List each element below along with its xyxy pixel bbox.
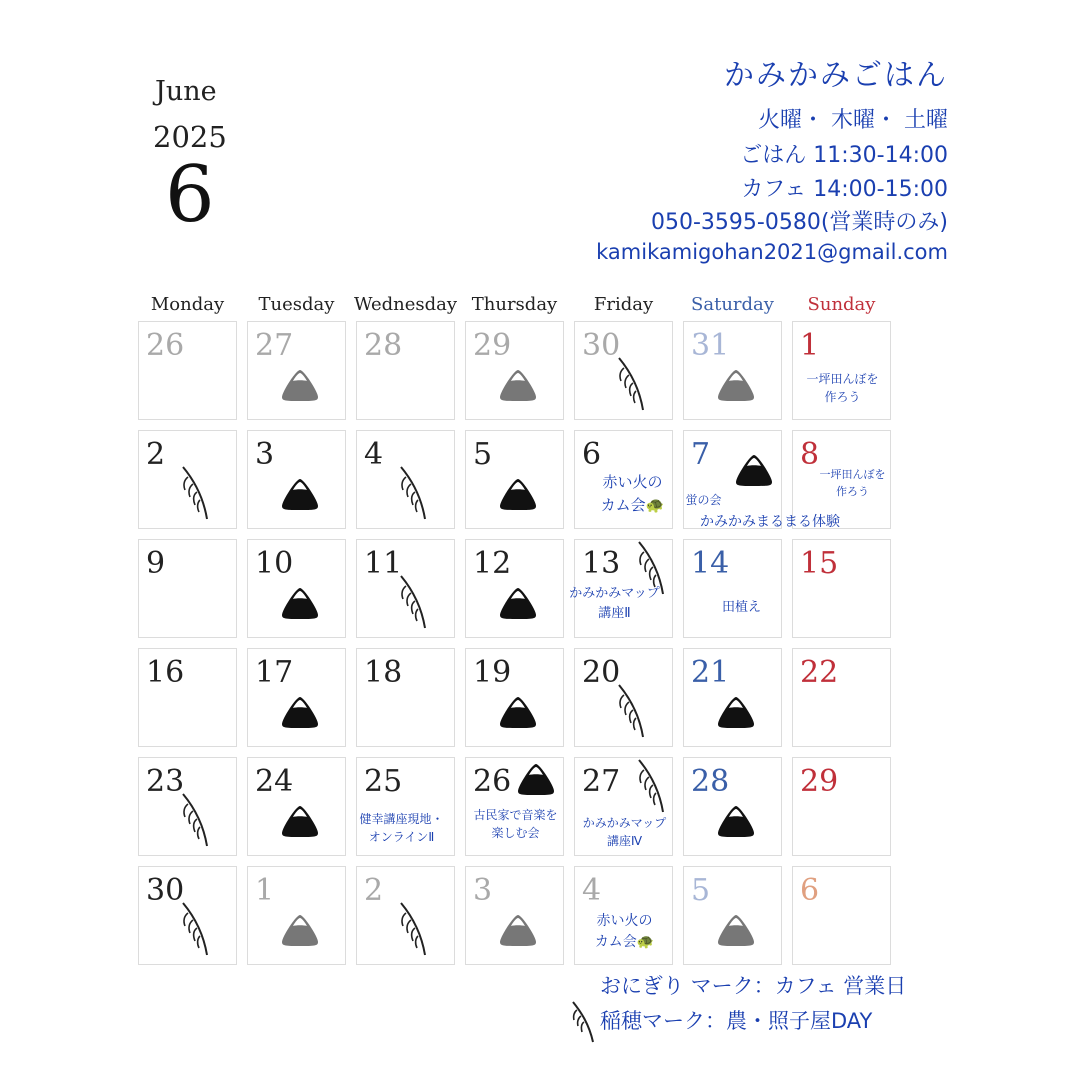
day-number: 15 xyxy=(800,546,839,581)
onigiri-icon xyxy=(716,913,756,951)
event-label: かみかみマップ 講座Ⅱ xyxy=(569,586,660,621)
calendar-day-cell xyxy=(138,757,237,856)
calendar-day-cell xyxy=(138,539,237,638)
day-number: 26 xyxy=(146,328,185,363)
day-number: 16 xyxy=(146,655,185,690)
day-number: 28 xyxy=(691,764,730,799)
onigiri-icon xyxy=(280,804,320,842)
rice-ear-icon xyxy=(567,1000,597,1048)
calendar-day-cell xyxy=(465,866,564,965)
event-label: 一坪田んぼを 作ろう xyxy=(819,468,886,498)
calendar-day-cell xyxy=(574,430,673,529)
weekday-header-friday: Friday xyxy=(593,294,654,315)
calendar-day-cell xyxy=(356,430,455,529)
day-number: 30 xyxy=(582,328,621,363)
day-number: 10 xyxy=(255,546,294,581)
onigiri-icon xyxy=(716,695,756,733)
calendar-day-cell xyxy=(247,539,346,638)
day-number: 27 xyxy=(582,764,621,799)
onigiri-icon xyxy=(280,368,320,406)
calendar-day-cell xyxy=(683,866,782,965)
weekday-header-thursday: Thursday xyxy=(471,294,558,315)
day-number: 5 xyxy=(473,437,493,472)
rice-ear-icon xyxy=(395,465,431,525)
calendar-day-cell xyxy=(569,539,673,638)
event-label: 蛍の会 xyxy=(685,493,722,507)
calendar-day-cell xyxy=(138,866,237,965)
day-number: 5 xyxy=(691,873,711,908)
day-number: 24 xyxy=(255,764,294,799)
day-number: 2 xyxy=(364,873,384,908)
open-days: 火曜・ 木曜・ 土曜 xyxy=(758,108,948,133)
calendar-day-cell xyxy=(792,866,891,965)
rice-ear-icon xyxy=(177,792,213,852)
day-number: 3 xyxy=(255,437,275,472)
rice-ear-icon xyxy=(395,574,431,634)
day-number: 1 xyxy=(800,328,820,363)
event-label: かみかみマップ 講座Ⅳ xyxy=(582,816,667,848)
calendar-day-cell xyxy=(792,539,891,638)
calendar-day-cell xyxy=(683,648,782,747)
day-number: 2 xyxy=(146,437,166,472)
calendar-day-cell xyxy=(574,757,673,856)
shop-name: かみかみごはん xyxy=(724,58,948,93)
rice-ear-icon xyxy=(177,465,213,525)
day-number: 6 xyxy=(800,873,820,908)
day-number: 29 xyxy=(473,328,512,363)
calendar-day-cell xyxy=(465,757,564,856)
day-number: 9 xyxy=(146,546,166,581)
calendar-day-cell xyxy=(138,430,237,529)
calendar-day-cell xyxy=(356,866,455,965)
calendar-day-cell xyxy=(574,648,673,747)
day-number: 1 xyxy=(255,873,275,908)
event-label: 田植え xyxy=(721,600,761,615)
month-name: June xyxy=(155,76,217,107)
event-label: 赤い火の カム会🐢 xyxy=(600,473,665,514)
onigiri-icon xyxy=(498,586,538,624)
calendar-day-cell xyxy=(247,648,346,747)
day-number: 6 xyxy=(582,437,602,472)
calendar-day-cell xyxy=(792,757,891,856)
day-number: 17 xyxy=(255,655,294,690)
day-number: 29 xyxy=(800,764,839,799)
calendar-day-cell xyxy=(574,321,673,420)
onigiri-icon xyxy=(280,695,320,733)
calendar-day-cell xyxy=(356,757,455,856)
onigiri-icon xyxy=(280,586,320,624)
calendar-day-cell xyxy=(683,757,782,856)
calendar-day-cell xyxy=(683,539,782,638)
legend-onigiri: おにぎり マーク：カフェ 営業日 xyxy=(600,974,907,998)
calendar-day-cell xyxy=(792,321,891,420)
day-number: 18 xyxy=(364,655,403,690)
day-number: 19 xyxy=(473,655,512,690)
day-number: 4 xyxy=(582,873,602,908)
day-number: 13 xyxy=(582,546,621,581)
day-number: 8 xyxy=(800,437,820,472)
event-label: 健幸講座現地・ オンラインⅡ xyxy=(359,812,444,844)
day-number: 25 xyxy=(364,764,403,799)
month-number: 6 xyxy=(165,150,215,240)
cafe-hours: カフェ 14:00-15:00 xyxy=(741,177,948,202)
onigiri-icon xyxy=(716,368,756,406)
event-label: 赤い火の カム会🐢 xyxy=(594,913,655,950)
gohan-hours: ごはん 11:30-14:00 xyxy=(740,143,948,168)
calendar-day-cell xyxy=(138,648,237,747)
day-number: 14 xyxy=(691,546,730,581)
onigiri-icon xyxy=(498,477,538,515)
email-address: kamikamigohan2021@gmail.com xyxy=(596,240,948,264)
onigiri-icon xyxy=(498,695,538,733)
weekday-header-saturday: Saturday xyxy=(691,294,774,315)
calendar-day-cell xyxy=(465,539,564,638)
rice-ear-icon xyxy=(177,901,213,961)
event-label: 古民家で音楽を 楽しむ会 xyxy=(473,808,558,840)
onigiri-icon xyxy=(716,804,756,842)
onigiri-icon xyxy=(516,762,556,800)
calendar-day-cell xyxy=(683,321,782,420)
rice-ear-icon xyxy=(613,683,649,743)
calendar-day-cell xyxy=(247,430,346,529)
calendar-day-cell xyxy=(247,866,346,965)
weekday-header-monday: Monday xyxy=(150,294,225,315)
day-number: 7 xyxy=(691,437,711,472)
event-label: 一坪田んぼを 作ろう xyxy=(806,372,879,404)
year: 2025 xyxy=(153,120,227,154)
calendar-day-cell xyxy=(574,866,673,965)
onigiri-icon xyxy=(280,477,320,515)
rice-ear-icon xyxy=(395,901,431,961)
day-number: 11 xyxy=(364,546,403,581)
day-number: 27 xyxy=(255,328,294,363)
onigiri-icon xyxy=(734,453,774,491)
calendar-day-cell xyxy=(138,321,237,420)
day-number: 30 xyxy=(146,873,185,908)
phone-number: 050-3595-0580(営業時のみ) xyxy=(650,210,948,235)
spanning-event: かみかみまるまる体験 xyxy=(700,514,840,530)
day-number: 26 xyxy=(473,764,512,799)
day-number: 3 xyxy=(473,873,493,908)
legend-rice: 稲穂マーク：農・照子屋DAY xyxy=(600,1009,873,1033)
rice-ear-icon xyxy=(613,356,649,416)
day-number: 20 xyxy=(582,655,621,690)
calendar-day-cell xyxy=(356,648,455,747)
rice-ear-icon xyxy=(633,758,669,818)
calendar-day-cell xyxy=(465,648,564,747)
weekday-header-wednesday: Wednesday xyxy=(353,294,458,315)
day-number: 21 xyxy=(691,655,730,690)
weekday-header-tuesday: Tuesday xyxy=(258,294,335,315)
calendar-day-cell xyxy=(465,430,564,529)
calendar-day-cell xyxy=(356,539,455,638)
day-number: 31 xyxy=(691,328,730,363)
day-number: 4 xyxy=(364,437,384,472)
day-number: 28 xyxy=(364,328,403,363)
weekday-header-sunday: Sunday xyxy=(807,294,876,315)
calendar-day-cell xyxy=(247,757,346,856)
onigiri-icon xyxy=(498,368,538,406)
calendar-day-cell xyxy=(792,648,891,747)
day-number: 12 xyxy=(473,546,512,581)
calendar-day-cell xyxy=(465,321,564,420)
calendar-day-cell xyxy=(247,321,346,420)
onigiri-icon xyxy=(280,913,320,951)
onigiri-icon xyxy=(498,913,538,951)
day-number: 22 xyxy=(800,655,839,690)
calendar-day-cell xyxy=(356,321,455,420)
day-number: 23 xyxy=(146,764,185,799)
